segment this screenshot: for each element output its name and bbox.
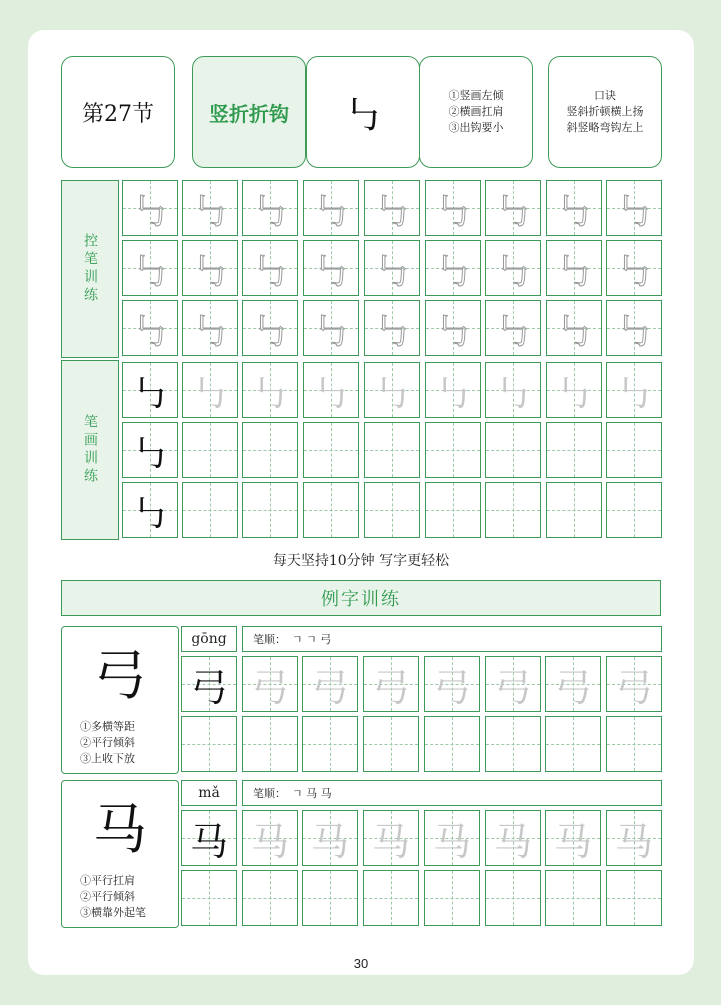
practice-cell[interactable] xyxy=(303,482,359,538)
example-practice-cell[interactable] xyxy=(181,716,237,772)
practice-cell[interactable] xyxy=(122,422,178,478)
practice-cell[interactable] xyxy=(364,180,420,236)
example-char-box xyxy=(61,626,179,774)
stroke-order-steps: ㄱ ㄱ 弓 xyxy=(292,633,332,646)
stroke-demo-box xyxy=(306,56,420,168)
example-glyph: 弓 xyxy=(553,665,592,710)
formula-line: 斜竖略弯钩左上 xyxy=(566,121,644,134)
example-glyph: 弓 xyxy=(493,665,532,710)
practice-cell[interactable] xyxy=(364,362,420,418)
practice-cell[interactable] xyxy=(303,240,359,296)
example-practice-cell[interactable] xyxy=(485,870,541,926)
example-practice-cell[interactable] xyxy=(181,870,237,926)
example-practice-cell[interactable] xyxy=(485,656,541,712)
practice-glyph: ㇉ xyxy=(130,431,169,476)
practice-glyph: ㇉ xyxy=(250,249,289,294)
practice-cell[interactable] xyxy=(182,362,238,418)
example-glyph: 弓 xyxy=(614,665,653,710)
example-practice-cell[interactable] xyxy=(363,656,419,712)
practice-glyph: ㇉ xyxy=(372,371,411,416)
practice-glyph: ㇉ xyxy=(130,309,169,354)
practice-cell[interactable] xyxy=(364,300,420,356)
practice-cell[interactable] xyxy=(425,482,481,538)
example-tip: ③上收下放 xyxy=(80,752,135,765)
practice-cell[interactable] xyxy=(242,482,298,538)
practice-cell[interactable] xyxy=(364,240,420,296)
example-practice-cell[interactable] xyxy=(606,656,662,712)
example-practice-cell[interactable] xyxy=(302,656,358,712)
example-practice-cell[interactable] xyxy=(545,810,601,866)
practice-glyph: ㇉ xyxy=(311,309,350,354)
example-practice-cell[interactable] xyxy=(485,810,541,866)
practice-cell[interactable] xyxy=(242,300,298,356)
practice-glyph: ㇉ xyxy=(372,249,411,294)
practice-glyph: ㇉ xyxy=(433,189,472,234)
practice-glyph: ㇉ xyxy=(311,371,350,416)
practice-cell[interactable] xyxy=(182,422,238,478)
example-practice-cell[interactable] xyxy=(181,810,237,866)
practice-cell[interactable] xyxy=(606,482,662,538)
stroke-order-label: 笔顺： xyxy=(253,787,286,800)
practice-cell[interactable] xyxy=(364,422,420,478)
practice-cell[interactable] xyxy=(546,482,602,538)
example-practice-cell[interactable] xyxy=(302,810,358,866)
example-practice-cell[interactable] xyxy=(545,870,601,926)
formula-box xyxy=(548,56,662,168)
practice-cell[interactable] xyxy=(122,240,178,296)
practice-cell[interactable] xyxy=(122,482,178,538)
example-tip: ②平行倾斜 xyxy=(80,890,135,903)
practice-cell[interactable] xyxy=(485,482,541,538)
example-title: 例字训练 xyxy=(321,589,401,610)
example-practice-cell[interactable] xyxy=(363,810,419,866)
example-model-char: 弓 xyxy=(93,644,147,707)
practice-cell[interactable] xyxy=(606,180,662,236)
practice-cell[interactable] xyxy=(485,362,541,418)
example-tip: ②平行倾斜 xyxy=(80,736,135,749)
example-glyph: 马 xyxy=(553,819,592,864)
example-char-box xyxy=(61,780,179,928)
practice-glyph: ㇉ xyxy=(311,249,350,294)
practice-cell[interactable] xyxy=(242,180,298,236)
example-practice-cell[interactable] xyxy=(606,810,662,866)
example-practice-cell[interactable] xyxy=(242,656,298,712)
example-glyph: 马 xyxy=(189,819,228,864)
practice-cell[interactable] xyxy=(425,180,481,236)
stroke-name: 竖折折钩 xyxy=(209,101,289,126)
example-glyph: 弓 xyxy=(310,665,349,710)
example-practice-cell[interactable] xyxy=(485,716,541,772)
practice-glyph: ㇉ xyxy=(250,189,289,234)
practice-cell[interactable] xyxy=(242,422,298,478)
example-practice-cell[interactable] xyxy=(606,870,662,926)
practice-cell[interactable] xyxy=(606,240,662,296)
example-practice-cell[interactable] xyxy=(545,716,601,772)
stroke-demo-char: ㇉ xyxy=(343,92,383,139)
example-tip: ①平行扛肩 xyxy=(80,874,135,887)
example-practice-cell[interactable] xyxy=(606,716,662,772)
practice-glyph: ㇉ xyxy=(493,249,532,294)
practice-cell[interactable] xyxy=(242,240,298,296)
slogan: 每天坚持10分钟 写字更轻松 xyxy=(272,553,450,569)
practice-glyph: ㇉ xyxy=(493,309,532,354)
practice-cell[interactable] xyxy=(242,362,298,418)
practice-cell[interactable] xyxy=(606,300,662,356)
practice-glyph: ㇉ xyxy=(250,371,289,416)
practice-cell[interactable] xyxy=(425,422,481,478)
pinyin-box: gōng xyxy=(181,626,237,652)
practice-cell[interactable] xyxy=(546,300,602,356)
practice-cell[interactable] xyxy=(182,180,238,236)
practice-cell[interactable] xyxy=(303,300,359,356)
practice-glyph: ㇉ xyxy=(190,189,229,234)
tips-box xyxy=(419,56,533,168)
practice-cell[interactable] xyxy=(425,362,481,418)
tip-line: ③出钩要小 xyxy=(448,121,504,134)
practice-glyph: ㇉ xyxy=(130,371,169,416)
example-model-char: 马 xyxy=(93,798,147,861)
practice-glyph: ㇉ xyxy=(493,371,532,416)
example-practice-cell[interactable] xyxy=(242,870,298,926)
practice-cell[interactable] xyxy=(303,422,359,478)
example-practice-cell[interactable] xyxy=(242,810,298,866)
practice-cell[interactable] xyxy=(546,240,602,296)
practice-glyph: ㇉ xyxy=(554,189,593,234)
practice-cell[interactable] xyxy=(606,422,662,478)
practice-cell[interactable] xyxy=(546,422,602,478)
practice-glyph: ㇉ xyxy=(311,189,350,234)
practice-cell[interactable] xyxy=(485,422,541,478)
example-glyph: 马 xyxy=(432,819,471,864)
stroke-order-steps: ㄱ 马 马 xyxy=(292,787,332,800)
practice-glyph: ㇉ xyxy=(433,371,472,416)
formula-title: 口诀 xyxy=(594,89,616,102)
practice-cell[interactable] xyxy=(485,240,541,296)
practice-glyph: ㇉ xyxy=(372,189,411,234)
practice-glyph: ㇉ xyxy=(433,309,472,354)
formula-line: 竖斜折顿横上扬 xyxy=(566,105,644,118)
practice-glyph: ㇉ xyxy=(250,309,289,354)
practice-cell[interactable] xyxy=(182,482,238,538)
pinyin-box: mǎ xyxy=(181,780,237,806)
example-glyph: 弓 xyxy=(432,665,471,710)
page-number: 30 xyxy=(353,956,369,971)
example-glyph: 马 xyxy=(310,819,349,864)
stroke-order-box xyxy=(242,626,662,652)
practice-cell[interactable] xyxy=(182,300,238,356)
practice-glyph: ㇉ xyxy=(433,249,472,294)
practice-glyph: ㇉ xyxy=(554,249,593,294)
example-practice-cell[interactable] xyxy=(424,870,480,926)
example-practice-cell[interactable] xyxy=(363,870,419,926)
lesson-box xyxy=(61,56,175,168)
example-practice-cell[interactable] xyxy=(424,656,480,712)
practice-glyph: ㇉ xyxy=(130,189,169,234)
practice-cell[interactable] xyxy=(182,240,238,296)
practice-glyph: ㇉ xyxy=(614,189,653,234)
practice-glyph: ㇉ xyxy=(130,249,169,294)
lesson-title: 第27节 xyxy=(82,101,154,127)
example-glyph: 弓 xyxy=(189,665,228,710)
practice-cell[interactable] xyxy=(122,180,178,236)
pen-control-label: 控笔训练 xyxy=(61,180,119,358)
practice-cell[interactable] xyxy=(303,180,359,236)
example-practice-cell[interactable] xyxy=(424,716,480,772)
practice-cell[interactable] xyxy=(303,362,359,418)
practice-cell[interactable] xyxy=(606,362,662,418)
practice-glyph: ㇉ xyxy=(554,371,593,416)
example-practice-cell[interactable] xyxy=(302,870,358,926)
example-practice-cell[interactable] xyxy=(363,716,419,772)
practice-glyph: ㇉ xyxy=(554,309,593,354)
practice-glyph: ㇉ xyxy=(614,249,653,294)
practice-glyph: ㇉ xyxy=(372,309,411,354)
example-glyph: 弓 xyxy=(250,665,289,710)
example-glyph: 马 xyxy=(493,819,532,864)
practice-glyph: ㇉ xyxy=(493,189,532,234)
example-title-bar xyxy=(61,580,661,616)
practice-cell[interactable] xyxy=(425,240,481,296)
example-practice-cell[interactable] xyxy=(545,656,601,712)
practice-glyph: ㇉ xyxy=(190,249,229,294)
tip-line: ①竖画左倾 xyxy=(448,89,504,102)
example-practice-cell[interactable] xyxy=(242,716,298,772)
practice-cell[interactable] xyxy=(425,300,481,356)
example-practice-cell[interactable] xyxy=(302,716,358,772)
example-glyph: 弓 xyxy=(371,665,410,710)
practice-cell[interactable] xyxy=(122,362,178,418)
practice-glyph: ㇉ xyxy=(614,309,653,354)
stroke-name-box xyxy=(192,56,306,168)
example-practice-cell[interactable] xyxy=(181,656,237,712)
practice-cell[interactable] xyxy=(485,180,541,236)
practice-cell[interactable] xyxy=(546,362,602,418)
example-glyph: 马 xyxy=(250,819,289,864)
stroke-order-box xyxy=(242,780,662,806)
worksheet-page xyxy=(28,30,694,975)
example-tip: ③横靠外起笔 xyxy=(80,906,146,919)
example-practice-cell[interactable] xyxy=(424,810,480,866)
example-tip: ①多横等距 xyxy=(80,720,135,733)
practice-glyph: ㇉ xyxy=(190,309,229,354)
practice-glyph: ㇉ xyxy=(614,371,653,416)
tip-line: ②横画扛肩 xyxy=(448,105,504,118)
practice-cell[interactable] xyxy=(485,300,541,356)
example-glyph: 马 xyxy=(371,819,410,864)
practice-cell[interactable] xyxy=(122,300,178,356)
stroke-order-label: 笔顺： xyxy=(253,633,286,646)
practice-glyph: ㇉ xyxy=(130,491,169,536)
practice-cell[interactable] xyxy=(364,482,420,538)
stroke-training-label: 笔画训练 xyxy=(61,360,119,540)
practice-glyph: ㇉ xyxy=(190,371,229,416)
example-glyph: 马 xyxy=(614,819,653,864)
practice-cell[interactable] xyxy=(546,180,602,236)
